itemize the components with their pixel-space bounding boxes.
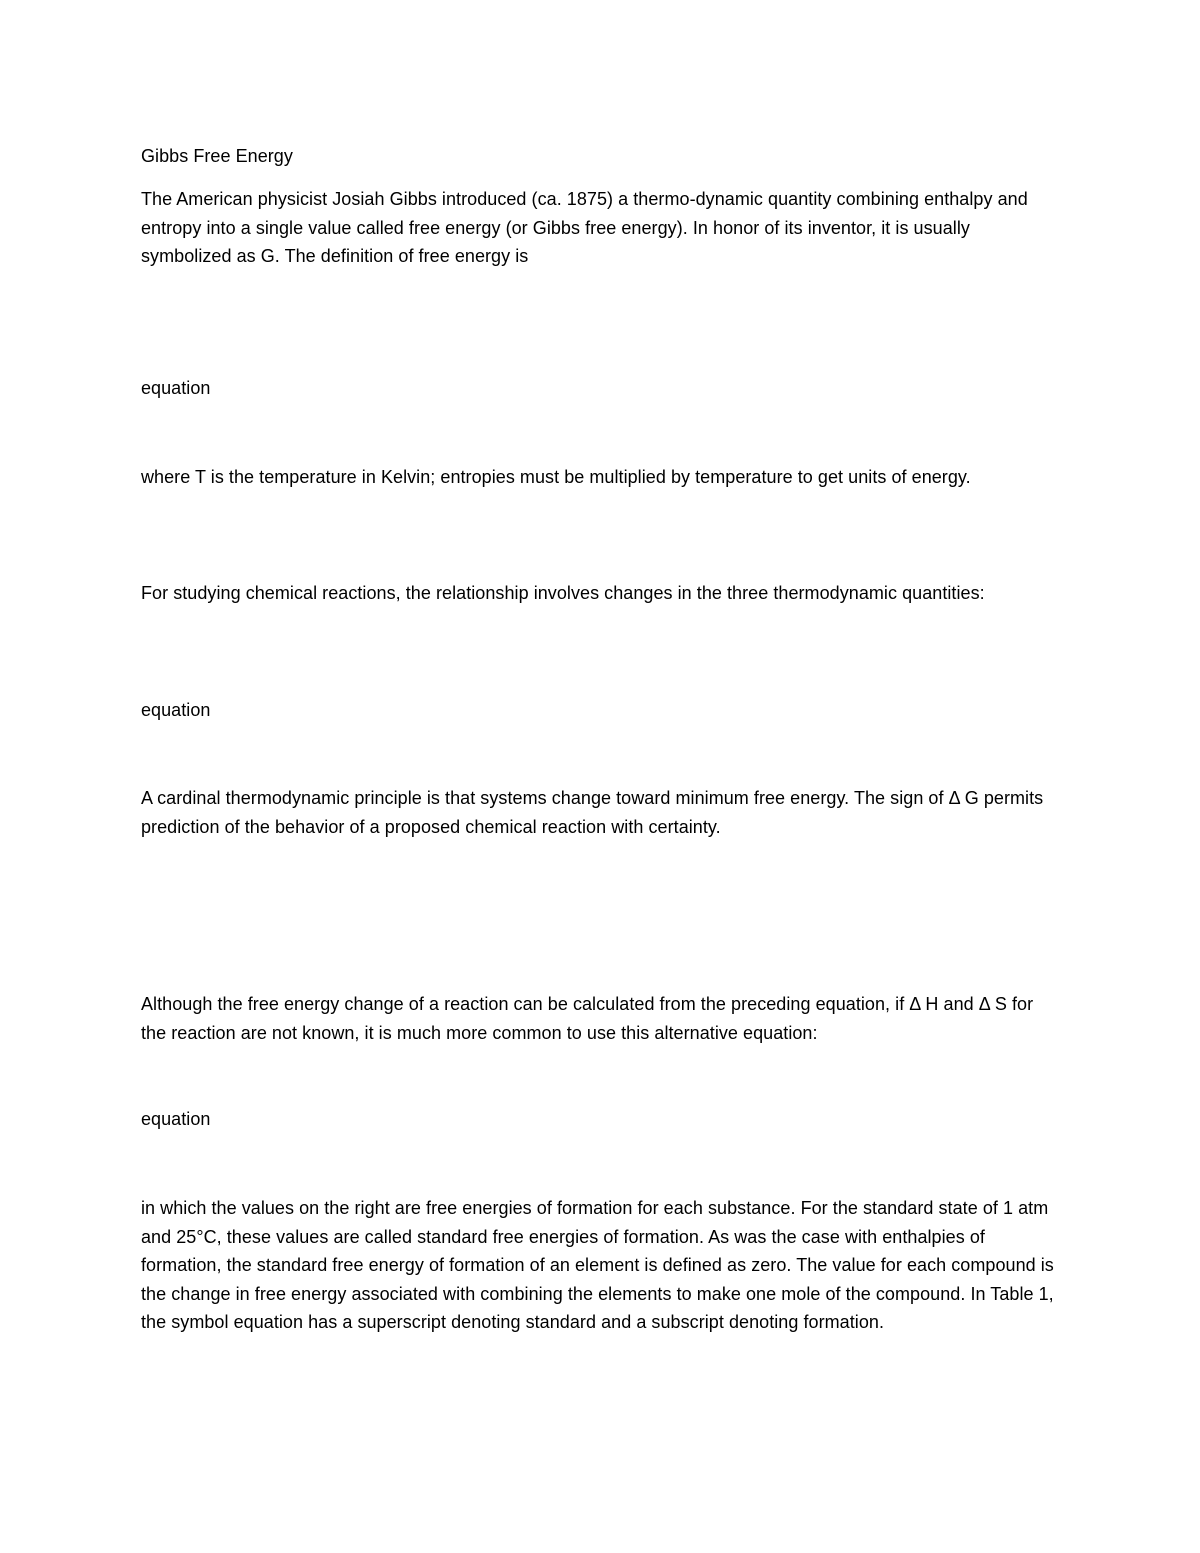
paragraph-alternative-equation: Although the free energy change of a reaction can be calculated from the preceding equation, if Δ H and Δ S for the reaction are not known, it is much more common to use this alternative equation: xyxy=(141,994,1034,1043)
equation-placeholder-free-energy: equation xyxy=(141,378,211,398)
paragraph-temperature: where T is the temperature in Kelvin; entropies must be multiplied by temperature to get units of energy. xyxy=(141,467,971,487)
paragraph-intro: The American physicist Josiah Gibbs introduced (ca. 1875) a thermo-dynamic quantity combining enthalpy and entropy into a single value called free energy (or Gibbs free energy). In honor of its inventor, it is usually symbolized as G. The definition of free energy is xyxy=(141,189,1028,266)
equation-placeholder-delta-g: equation xyxy=(141,700,211,720)
document-title: Gibbs Free Energy xyxy=(141,146,293,166)
paragraph-cardinal-principle: A cardinal thermodynamic principle is that systems change toward minimum free energy. The sign of Δ G permits prediction of the behavior of a proposed chemical reaction with certainty. xyxy=(141,788,1044,837)
equation-placeholder-formation: equation xyxy=(141,1109,211,1129)
paragraph-formation-energies: in which the values on the right are free energies of formation for each substance. For the standard state of 1 atm and 25°C, these values are called standard free energies of formation. As was the case with enthalpies of formation, the standard free energy of formation of an element is defined as zero. The value for each compound is the change in free energy associated with combining the elements to make one mole of the compound. In Table 1, the symbol equation has a superscript denoting standard and a subscript denoting formation. xyxy=(141,1198,1054,1332)
paragraph-chemical-reactions: For studying chemical reactions, the relationship involves changes in the three thermodynamic quantities: xyxy=(141,583,985,603)
